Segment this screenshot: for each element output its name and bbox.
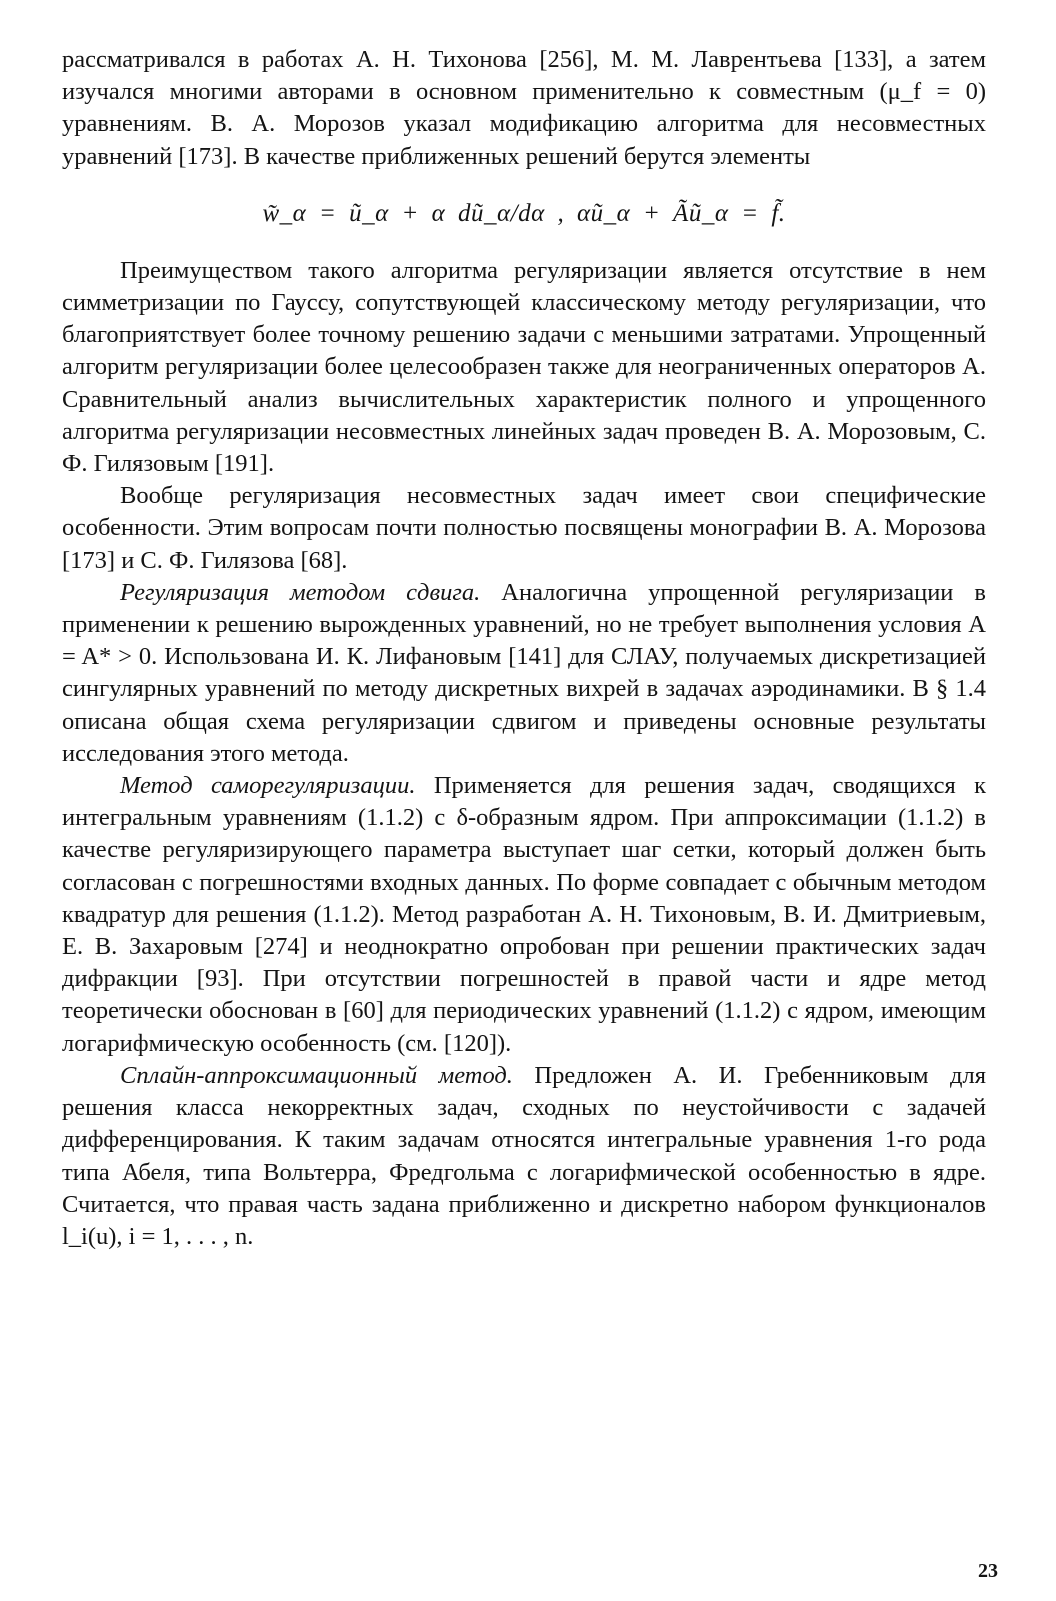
paragraph-6-title: Сплайн-аппроксимационный метод. xyxy=(120,1061,513,1089)
paragraph-6 xyxy=(62,1060,986,1253)
paragraph-2: Преимуществом такого алгоритма регуляризации является отсутствие в нем симметризации по Гауссу, сопутствующей классическому методу регуляризации, что благоприятствует более точному решению задачи с меньшими затратами. Упрощенный алгоритм регуляризации более целесообразен также для неограниченных операторов A. Сравнительный анализ вычислительных характеристик полного и упрощенного алгоритма регуляризации несовместных линейных задач проведен В. А. Морозовым, С. Ф. Гилязовым [191]. xyxy=(62,256,986,478)
paragraph-5-title: Метод саморегуляризации. xyxy=(120,772,416,800)
paragraph-4-title: Регуляризация методом сдвига. xyxy=(120,578,481,606)
paragraph-6-text: Предложен А. И. Гребенниковым для решения класса некорректных задач, сходных по неустойчивости с задачей дифференцирования. К таким задачам относятся интегральные уравнения 1-го рода типа Абеля, типа Вольтерра, Фредгольма с логарифмической особенностью в ядре. Считается, что правая часть задана приближенно и дискретно набором функционалов l_i(u), i = 1, . . . , n. xyxy=(62,1061,986,1250)
formula: w̃_α = ũ_α + α dũ_α/dα , αũ_α + Ãũ_α = f̃. xyxy=(262,199,786,227)
paragraph-1: рассматривался в работах А. Н. Тихонова [256], М. М. Лаврентьева [133], а затем изучался многими авторами в основном применительно к совместным (μ_f = 0) уравнениям. В. А. Морозов указал модификацию алгоритма для несовместных уравнений [173]. В качестве приближенных решений берутся элементы xyxy=(62,46,986,170)
page-body xyxy=(62,44,986,1253)
paragraph-5 xyxy=(62,770,986,1060)
paragraph-5-text: Применяется для решения задач, сводящихся к интегральным уравнениям (1.1.2) с δ-образным ядром. При аппроксимации (1.1.2) в качестве регуляризирующего параметра выступает шаг сетки, который должен быть согласован с погрешностями входных данных. По форме совпадает с обычным методом квадратур для решения (1.1.2). Метод разработан А. Н. Тихоновым, В. И. Дмитриевым, Е. В. Захаровым [274] и неоднократно опробован при решении практических задач дифракции [93]. При отсутствии погрешностей в правой части и ядре метод теоретически обоснован в [60] для периодических уравнений (1.1.2) с ядром, имеющим логарифмическую особенность (см. [120]). xyxy=(62,772,987,1057)
paragraph-4 xyxy=(62,577,986,770)
paragraph-4-text: Аналогична упрощенной регуляризации в применении к решению вырожденных уравнений, но не требует выполнения условия A = A* > 0. Использована И. К. Лифановым [141] для СЛАУ, получаемых дискретизацией сингулярных уравнений по методу дискретных вихрей в задачах аэродинамики. В § 1.4 описана общая схема регуляризации сдвигом и приведены основные результаты исследования этого метода. xyxy=(62,578,986,767)
paragraph-3: Вообще регуляризация несовместных задач имеет свои специфические особенности. Этим вопросам почти полностью посвящены монографии В. А. Морозова [173] и С. Ф. Гилязова [68]. xyxy=(62,482,986,574)
page-number: 23 xyxy=(978,1560,998,1582)
